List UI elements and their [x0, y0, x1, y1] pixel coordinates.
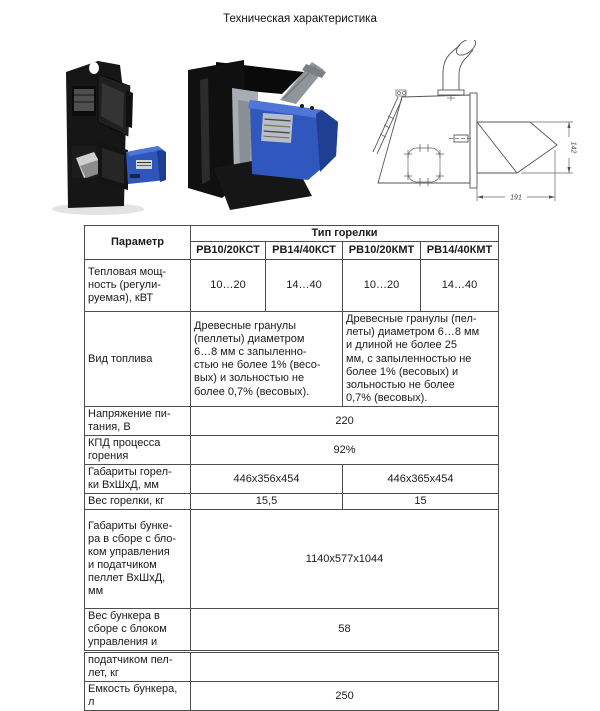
row-label-burner-weight: Вес горелки, кг [85, 494, 191, 510]
model-header-rv1440kmt: РВ14/40КМТ [421, 242, 499, 260]
burner-technical-drawing [356, 40, 592, 222]
param-header-cell: Параметр [85, 226, 191, 260]
model-header-rv1020kst: РВ10/20КСТ [191, 242, 266, 260]
row-label-efficiency: КПД процесса горения [85, 436, 191, 465]
boiler-photo [36, 56, 188, 218]
dim-height-label: 142 [569, 141, 577, 154]
row-label-burner-dims: Габариты горел- ки ВхШхД, мм [85, 465, 191, 494]
power-value-3: 10…20 [343, 260, 421, 312]
power-value-1: 10…20 [191, 260, 266, 312]
row-label-hopper-capacity: Емкость бункера, л [85, 682, 191, 711]
hopper-dims-value: 1140х577х1044 [191, 510, 499, 609]
burner-closeup-photo [186, 60, 344, 212]
fuel-value-kmt: Древесные гранулы (пел- леты) диаметром 6…8 мм и длиной не более 25 мм, с запыленностью не более 1% (весовых) и зольностью не более 0,7% (весовых). [343, 312, 499, 407]
fuel-value-kst: Древесные гранулы (пеллеты) диаметром 6…8 мм с запыленно- стью не более 1% (весо- вых) и зольностью не более 0,7% (весовых). [191, 312, 343, 407]
row-label-hopper-dims: Габариты бунке- ра в сборе с бло- ком управления и податчиком пеллет ВхШхД, мм [85, 510, 191, 609]
hopper-capacity-value: 250 [191, 682, 499, 711]
burner-dims-kst: 446х356х454 [191, 465, 343, 494]
burner-type-header-cell: Тип горелки [191, 226, 499, 242]
row-label-hopper-weight-1: Вес бункера в сборе с блоком управления и [85, 609, 191, 652]
row-label-voltage: Напряжение пи- тания, В [85, 407, 191, 436]
burner-dims-kmt: 446х365х454 [343, 465, 499, 494]
spec-table [84, 225, 499, 711]
burner-weight-kmt: 15 [343, 494, 499, 510]
hopper-weight-2-value [191, 652, 499, 682]
power-value-4: 14…40 [421, 260, 499, 312]
row-label-power: Тепловая мощ- ность (регули- руемая), кВТ [85, 260, 191, 312]
model-header-rv1020kmt: РВ10/20КМТ [343, 242, 421, 260]
row-label-hopper-weight-2: податчиком пел- лет, кг [85, 652, 191, 682]
burner-weight-kst: 15,5 [191, 494, 343, 510]
model-header-rv1440kst: РВ14/40КСТ [266, 242, 343, 260]
voltage-value: 220 [191, 407, 499, 436]
row-label-fuel: Вид топлива [85, 312, 191, 407]
efficiency-value: 92% [191, 436, 499, 465]
hopper-weight-value: 58 [191, 609, 499, 652]
page-title: Техническая характеристика [223, 13, 377, 25]
power-value-2: 14…40 [266, 260, 343, 312]
dim-width-label: 191 [510, 194, 522, 202]
